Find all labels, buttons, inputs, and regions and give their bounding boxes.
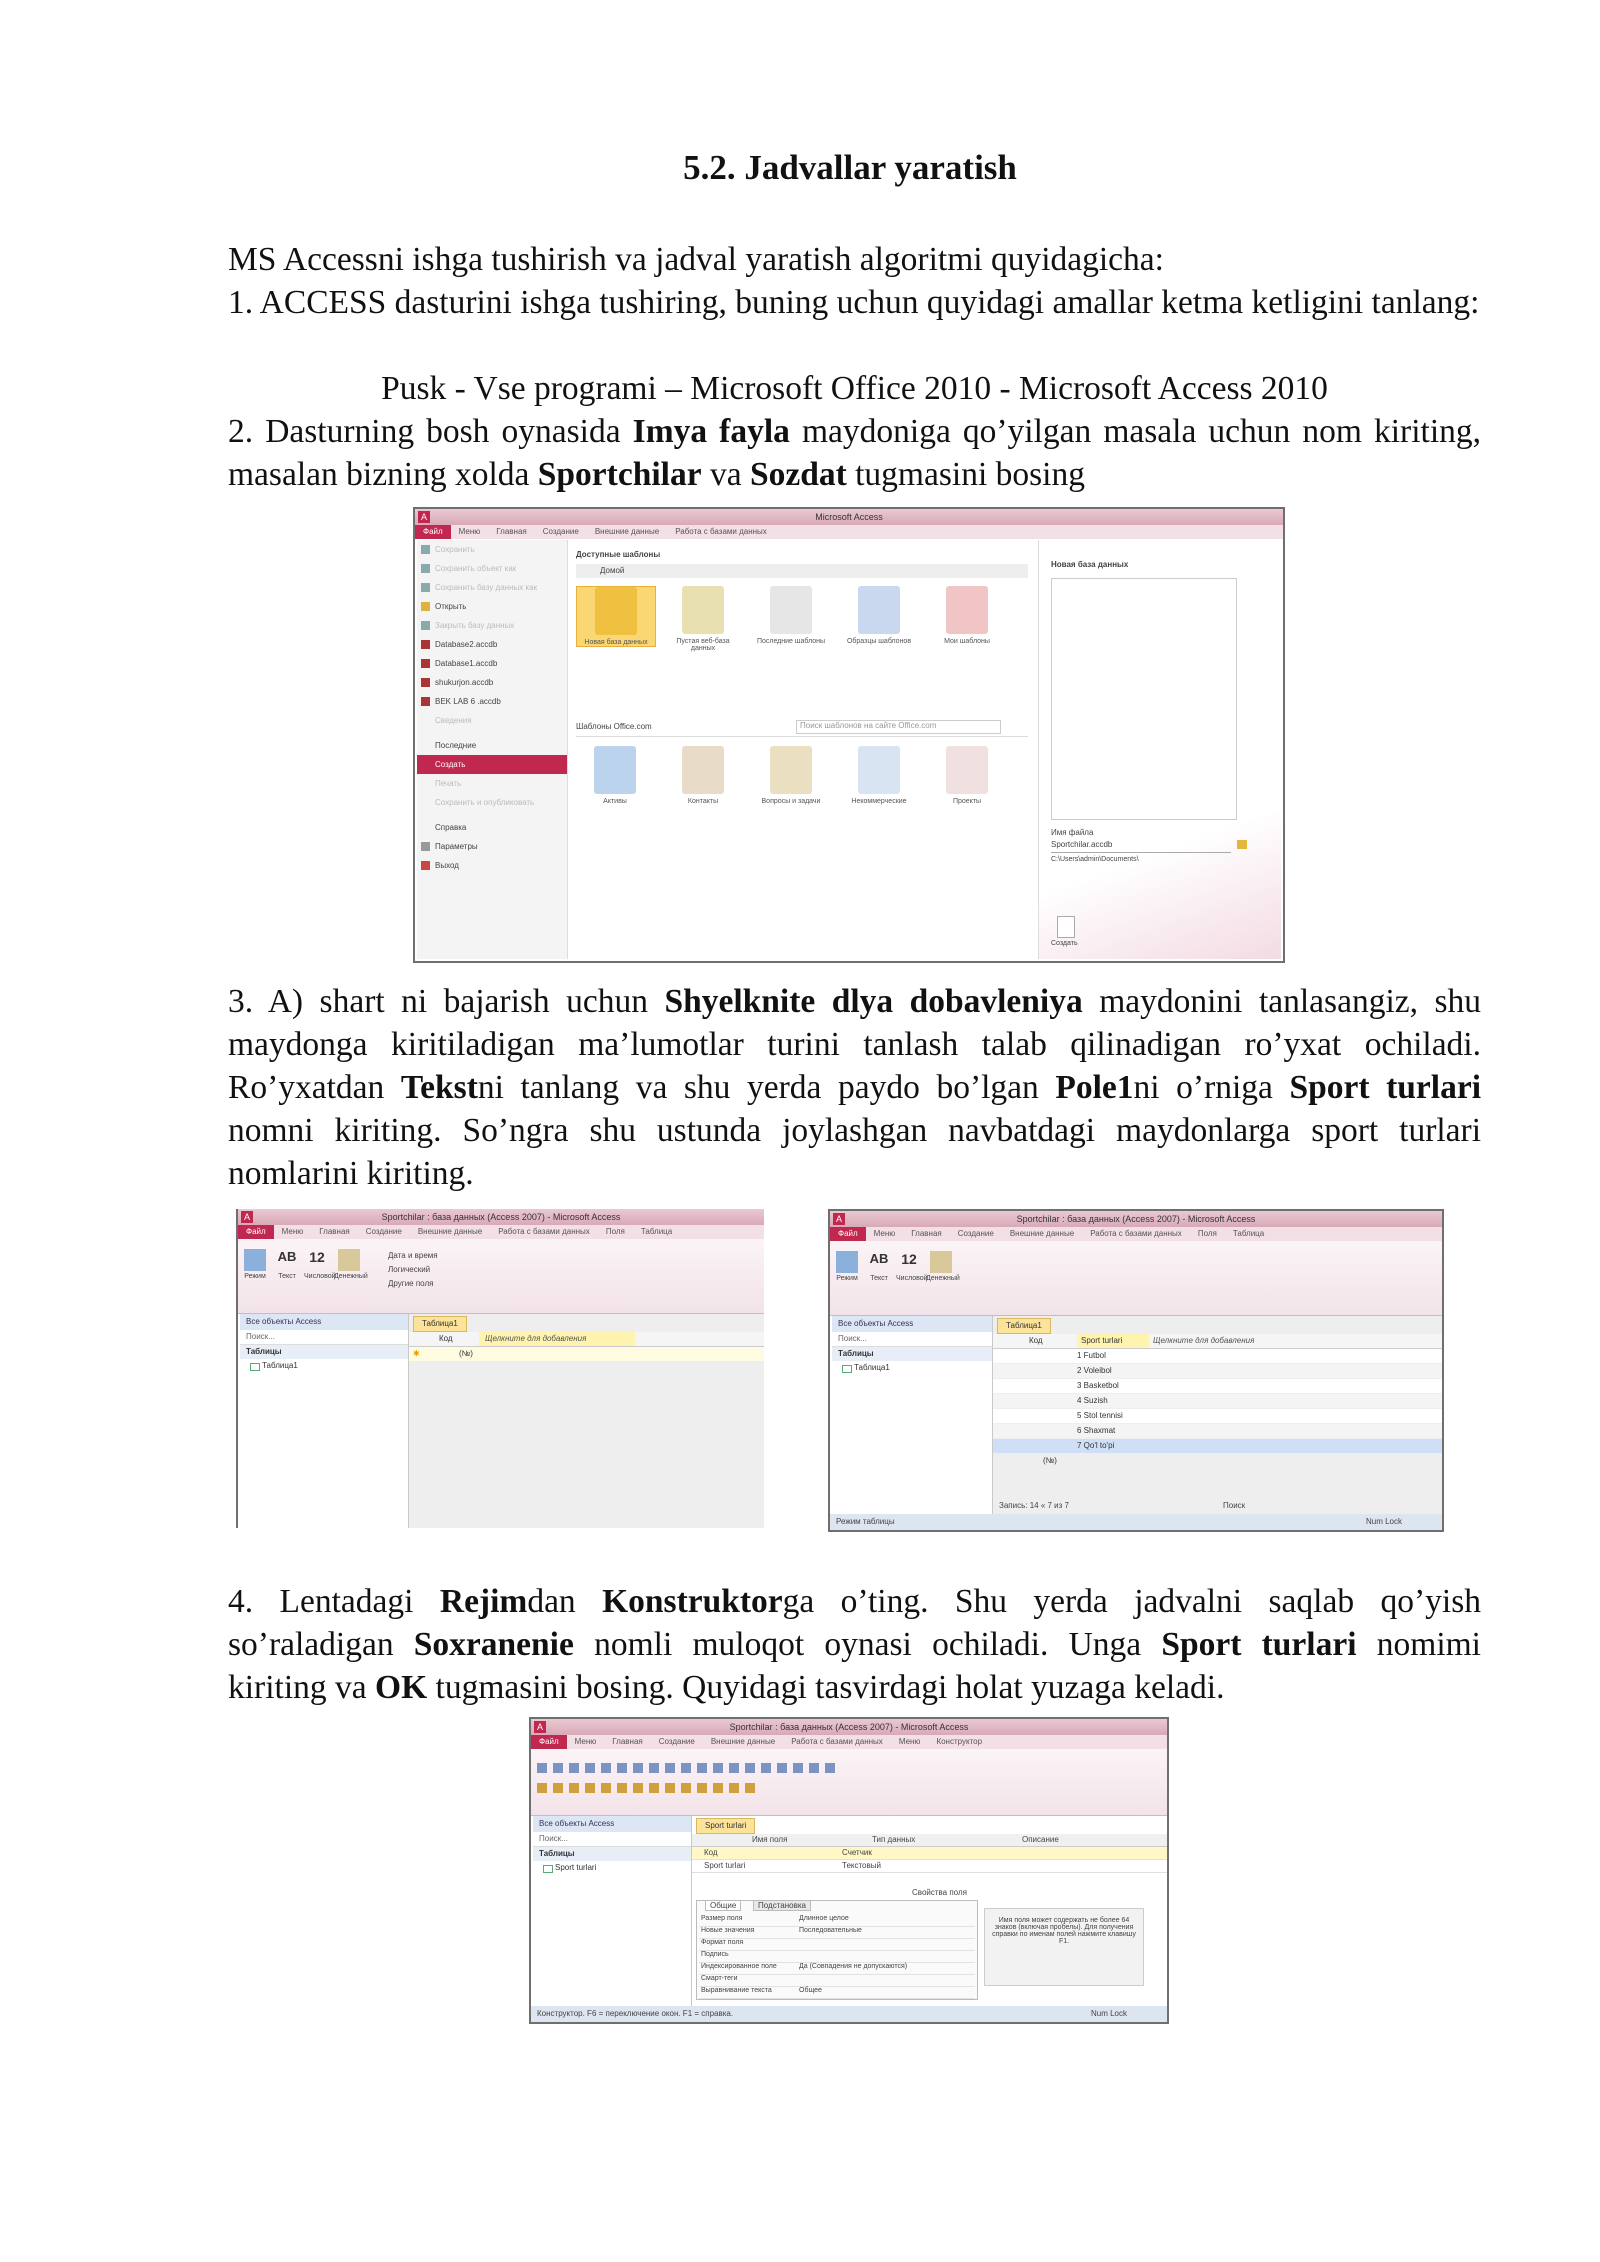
table-row[interactable]: 7 Qo'l to'pi	[993, 1439, 1442, 1453]
tab-table[interactable]: Таблица	[1232, 1229, 1265, 1238]
tab-fields[interactable]: Поля	[605, 1227, 625, 1236]
step-2-paragraph: 2. Dasturning bosh oynasida Imya fayla maydoniga qo’yilgan masala uchun nom kiriting, masalan bizning xolda Sportchilar va Sozdat tugmasini bosing	[228, 413, 1482, 493]
nav-search-input[interactable]: Поиск...	[832, 1332, 992, 1347]
document-area	[409, 1314, 764, 1528]
table1-tab[interactable]: Таблица1	[413, 1316, 467, 1332]
column-sport-turlari[interactable]: Sport turlari	[1077, 1334, 1149, 1348]
property-value[interactable]: Длинное целое	[799, 1915, 849, 1922]
data-type-cell[interactable]: Счетчик	[842, 1848, 872, 1857]
create-file-icon[interactable]	[1057, 916, 1075, 938]
new-database-pane	[1038, 540, 1281, 959]
property-name: Выравнивание текста	[701, 1987, 772, 1994]
ribbon-tabs	[531, 1735, 1167, 1749]
window-title: Sportchilar : база данных (Access 2007) - Microsoft Access	[238, 1209, 764, 1225]
field-name-cell[interactable]: Код	[704, 1848, 718, 1857]
tab-create[interactable]: Создание	[365, 1227, 402, 1236]
menu-close-db[interactable]: Закрыть базу данных	[417, 616, 567, 635]
property-row[interactable]	[699, 1951, 975, 1963]
menu-exit[interactable]: Выход	[417, 856, 567, 875]
template-projects[interactable]: Проекты	[928, 746, 1006, 805]
intro-paragraph: MS Accessni ishga tushirish va jadval yaratish algoritmi quyidagicha:	[228, 241, 1164, 278]
field-grid-header	[692, 1834, 1167, 1847]
num-lock-indicator: Num Lock	[1365, 1517, 1402, 1526]
available-templates-pane	[568, 540, 1036, 959]
tab-general[interactable]: Общие	[705, 1900, 741, 1911]
status-text: Конструктор. F6 = переключение окон. F1 = справка.	[537, 2009, 734, 2018]
property-name: Размер поля	[701, 1915, 743, 1922]
property-rows	[699, 1915, 975, 1999]
property-name: Формат поля	[701, 1939, 744, 1946]
nav-group-tables[interactable]: Таблицы	[240, 1345, 408, 1359]
property-name: Индексированное поле	[701, 1963, 777, 1970]
recent-file[interactable]: Database1.accdb	[417, 654, 567, 673]
file-path: C:\Users\admin\Documents\	[1051, 856, 1139, 863]
tab-home[interactable]: Главная	[612, 1737, 643, 1746]
nav-group-tables[interactable]: Таблицы	[533, 1847, 691, 1861]
tab-database-tools[interactable]: Работа с базами данных	[498, 1227, 590, 1236]
property-row[interactable]	[699, 1987, 975, 1999]
currency-field-button[interactable]: Денежный	[334, 1249, 364, 1280]
datasheet-empty-screenshot	[236, 1209, 764, 1528]
tab-fields[interactable]: Поля	[1197, 1229, 1217, 1238]
column-code[interactable]: Код	[1029, 1336, 1043, 1345]
preview-box	[1051, 578, 1237, 820]
template-issues-tasks[interactable]: Вопросы и задачи	[752, 746, 830, 805]
property-name: Смарт-теги	[701, 1975, 738, 1982]
view-button[interactable]: Режим	[834, 1251, 860, 1282]
nav-search-input[interactable]: Поиск...	[533, 1832, 691, 1847]
field-row[interactable]	[692, 1860, 1167, 1873]
tab-menu[interactable]: Меню	[281, 1227, 304, 1236]
menu-print[interactable]: Печать	[435, 779, 462, 788]
ribbon-fields	[238, 1239, 764, 1314]
column-header-row	[409, 1332, 764, 1347]
tab-create[interactable]: Создание	[542, 527, 579, 536]
template-my[interactable]: Мои шаблоны	[928, 586, 1006, 645]
menu-save-publish[interactable]: Сохранить и опубликовать	[435, 798, 535, 807]
table1-tab[interactable]: Таблица1	[997, 1318, 1051, 1334]
status-bar	[830, 1514, 1442, 1530]
templates-breadcrumb	[576, 564, 1028, 578]
step-1-paragraph: 1. ACCESS dasturini ishga tushiring, buning uchun quyidagi amallar ketma ketligini tanlang:	[228, 284, 1480, 321]
menu-options[interactable]: Параметры	[417, 837, 567, 856]
ribbon-fields	[830, 1241, 1442, 1316]
tab-table[interactable]: Таблица	[640, 1227, 673, 1236]
recent-file[interactable]: shukurjon.accdb	[417, 673, 567, 692]
home-crumb[interactable]: Домой	[600, 566, 625, 575]
data-type-cell[interactable]: Текстовый	[842, 1861, 881, 1870]
more-fields-button[interactable]: Другие поля	[388, 1279, 434, 1288]
template-blank-web-db[interactable]: Пустая веб-база данных	[664, 586, 742, 652]
field-row[interactable]	[692, 1847, 1167, 1860]
status-bar	[531, 2006, 1167, 2022]
template-assets[interactable]: Активы	[576, 746, 654, 805]
new-record-icon: ✱	[413, 1349, 420, 1358]
field-properties-title: Свойства поля	[912, 1888, 967, 1897]
search-box[interactable]: Поиск	[1223, 1501, 1246, 1510]
tab-menu[interactable]: Меню	[574, 1737, 597, 1746]
template-search-input[interactable]: Поиск шаблонов на сайте Office.com	[796, 720, 1001, 734]
tab-home[interactable]: Главная	[319, 1227, 350, 1236]
date-time-button[interactable]: Дата и время	[388, 1251, 438, 1260]
table-row[interactable]: 1 Futbol	[993, 1349, 1442, 1363]
recent-file[interactable]: Database2.accdb	[417, 635, 567, 654]
menu-info[interactable]: Сведения	[435, 716, 472, 725]
tab-home[interactable]: Главная	[496, 527, 527, 536]
field-help-text: Имя поля может содержать не более 64 знаков (включая пробелы). Для получения справки по именам полей нажмите клавишу F1.	[984, 1908, 1144, 1986]
header-data-type: Тип данных	[872, 1835, 916, 1844]
template-nonprofit[interactable]: Некоммерческие	[840, 746, 918, 805]
divider	[576, 736, 1028, 737]
num-lock-indicator: Num Lock	[1090, 2009, 1127, 2018]
tab-database-tools[interactable]: Работа с базами данных	[1090, 1229, 1182, 1238]
ribbon-tabs	[238, 1225, 764, 1239]
boolean-button[interactable]: Логический	[388, 1265, 431, 1274]
tab-external-data[interactable]: Внешние данные	[594, 527, 660, 536]
tab-menu[interactable]: Меню	[458, 527, 481, 536]
toolbar-icons[interactable]	[537, 1763, 837, 1773]
new-record-row[interactable]: (№)	[1043, 1456, 1057, 1465]
toolbar-icons-2[interactable]	[537, 1783, 757, 1793]
browse-folder-icon[interactable]	[1237, 840, 1247, 849]
property-value[interactable]: Общее	[799, 1987, 822, 1994]
table-row[interactable]: 5 Stol tennisi	[993, 1409, 1442, 1423]
table-row[interactable]: 2 Voleibol	[993, 1364, 1442, 1378]
tab-create[interactable]: Создание	[957, 1229, 994, 1238]
step-3-paragraph: 3. A) shart ni bajarish uchun Shyelknite dlya dobavleniya maydonini tanlasangiz, shu maydonga kiritiladigan ma’lumotlar turini tanlash talab qilinadigan ro’yxat ochiladi. Ro’yxatdan Tekstni tanlang va shu yerda paydo bo’lgan Pole1ni o’rniga Sport turlari nomni kiriting. So’ngra shu ustunda joylashgan navbatdagi maydonlarga sport turlari nomlarini kiriting.	[228, 983, 1481, 1192]
access-backstage-screenshot	[413, 507, 1285, 963]
field-properties-panel	[696, 1900, 978, 2000]
number-field-button[interactable]: 12 Числовой	[304, 1249, 336, 1280]
access-logo-icon: A	[418, 511, 430, 523]
status-text: Режим таблицы	[836, 1517, 895, 1526]
text-field-button[interactable]: AB Текст	[277, 1249, 297, 1280]
page-title: 5.2. Jadvallar yaratish	[683, 148, 1017, 187]
datasheet-filled-screenshot	[828, 1209, 1444, 1532]
menu-help[interactable]: Справка	[435, 823, 467, 832]
nav-group-tables[interactable]: Таблицы	[832, 1347, 992, 1361]
tab-file[interactable]: Файл	[531, 1735, 567, 1749]
header-description: Описание	[1022, 1835, 1059, 1844]
new-record-row[interactable]	[409, 1347, 764, 1361]
property-name: Новые значения	[701, 1927, 755, 1934]
autonumber-cell[interactable]: (№)	[459, 1349, 473, 1358]
backstage-menu	[417, 540, 568, 959]
column-code[interactable]: Код	[439, 1334, 453, 1343]
property-row[interactable]	[699, 1927, 975, 1939]
menu-save-object-as[interactable]: Сохранить объект как	[417, 559, 567, 578]
field-name-cell[interactable]: Sport turlari	[704, 1861, 746, 1870]
menu-new[interactable]: Создать	[417, 755, 567, 774]
navigation-pane	[533, 1816, 692, 2006]
templates-heading: Доступные шаблоны	[576, 550, 661, 559]
tab-external-data[interactable]: Внешние данные	[417, 1227, 483, 1236]
document-area	[993, 1316, 1442, 1514]
property-row[interactable]	[699, 1975, 975, 1987]
number-field-button[interactable]: 12 Числовой	[896, 1251, 928, 1282]
property-value[interactable]: Да (Совпадения не допускаются)	[799, 1963, 908, 1970]
click-to-add-column[interactable]: Щелкните для добавления	[479, 1332, 635, 1346]
table-row[interactable]: 6 Shaxmat	[993, 1424, 1442, 1438]
property-row[interactable]	[699, 1939, 975, 1951]
template-contacts[interactable]: Контакты	[664, 746, 742, 805]
ribbon-tabs	[830, 1227, 1442, 1241]
nav-search-input[interactable]: Поиск...	[240, 1330, 408, 1345]
new-db-heading: Новая база данных	[1051, 560, 1129, 569]
ribbon-tabs	[415, 525, 1283, 539]
tab-menu[interactable]: Меню	[873, 1229, 896, 1238]
text-field-button[interactable]: AB Текст	[869, 1251, 889, 1282]
office-templates-label: Шаблоны Office.com	[576, 722, 652, 731]
window-title: Sportchilar : база данных (Access 2007) - Microsoft Access	[830, 1211, 1442, 1227]
tab-external-data[interactable]: Внешние данные	[1009, 1229, 1075, 1238]
property-value[interactable]: Последовательные	[799, 1927, 862, 1934]
menu-save-db-as[interactable]: Сохранить базу данных как	[417, 578, 567, 597]
tab-file[interactable]: Файл	[415, 525, 451, 539]
sport-turlari-tab[interactable]: Sport turlari	[696, 1818, 755, 1834]
tab-menu-2[interactable]: Меню	[898, 1737, 921, 1746]
tab-file[interactable]: Файл	[238, 1225, 274, 1239]
property-row[interactable]	[699, 1915, 975, 1927]
tab-external-data[interactable]: Внешние данные	[710, 1737, 776, 1746]
table-row[interactable]: 3 Basketbol	[993, 1379, 1442, 1393]
program-path-line: Pusk - Vse programi – Microsoft Office 2010 - Microsoft Access 2010	[381, 370, 1328, 407]
tab-home[interactable]: Главная	[911, 1229, 942, 1238]
classic-menu-toolbar	[531, 1749, 1167, 1816]
recent-file[interactable]: BEK LAB 6 .accdb	[417, 692, 567, 711]
file-name-input[interactable]: Sportchilar.accdb	[1051, 840, 1231, 853]
tab-create[interactable]: Создание	[658, 1737, 695, 1746]
nav-pane-header[interactable]: Все объекты Access	[240, 1314, 408, 1330]
window-title: Sportchilar : база данных (Access 2007) - Microsoft Access	[531, 1719, 1167, 1735]
file-name-label: Имя файла	[1051, 828, 1094, 837]
currency-field-button[interactable]: Денежный	[926, 1251, 956, 1282]
step-4-paragraph: 4. Lentadagi Rejimdan Konstruktorga o’ting. Shu yerda jadvalni saqlab qo’yish so’raladigan Soxranenie nomli muloqot oynasi ochiladi. Unga Sport turlari nomimi kiriting va OK tugmasini bosing. Quyidagi tasvirdagi holat yuzaga keladi.	[228, 1583, 1481, 1706]
tab-file[interactable]: Файл	[830, 1227, 866, 1241]
tab-lookup[interactable]: Подстановка	[753, 1900, 811, 1911]
tab-designer[interactable]: Конструктор	[936, 1737, 983, 1746]
access-logo-icon: A	[241, 1211, 253, 1223]
nav-pane-header[interactable]: Все объекты Access	[533, 1816, 691, 1832]
design-view-screenshot	[529, 1717, 1169, 2024]
table-row[interactable]: 4 Suzish	[993, 1394, 1442, 1408]
template-new-database[interactable]: Новая база данных	[576, 586, 656, 647]
template-samples[interactable]: Образцы шаблонов	[840, 586, 918, 645]
nav-pane-header[interactable]: Все объекты Access	[832, 1316, 992, 1332]
template-recent[interactable]: Последние шаблоны	[752, 586, 830, 645]
view-button[interactable]: Режим	[242, 1249, 268, 1280]
access-logo-icon: A	[833, 1213, 845, 1225]
tab-database-tools[interactable]: Работа с базами данных	[675, 527, 767, 536]
tab-database-tools[interactable]: Работа с базами данных	[791, 1737, 883, 1746]
nav-item-table1[interactable]: Таблица1	[832, 1361, 992, 1375]
property-row[interactable]	[699, 1963, 975, 1975]
menu-open[interactable]: Открыть	[417, 597, 567, 616]
window-title: Microsoft Access	[415, 509, 1283, 525]
menu-recent[interactable]: Последние	[435, 741, 477, 750]
click-to-add-column[interactable]: Щелкните для добавления	[1153, 1336, 1255, 1345]
column-header-row	[993, 1334, 1442, 1349]
nav-item-sport-turlari[interactable]: Sport turlari	[533, 1861, 691, 1875]
record-navigator[interactable]: Запись: 14 « 7 из 7	[999, 1501, 1069, 1510]
design-area	[692, 1816, 1167, 2006]
create-button[interactable]: Создать	[1051, 940, 1078, 947]
property-name: Подпись	[701, 1951, 729, 1958]
access-logo-icon: A	[534, 1721, 546, 1733]
navigation-pane	[240, 1314, 409, 1528]
menu-save[interactable]: Сохранить	[417, 540, 567, 559]
navigation-pane	[832, 1316, 993, 1514]
header-field-name: Имя поля	[752, 1835, 788, 1844]
nav-item-table1[interactable]: Таблица1	[240, 1359, 408, 1373]
